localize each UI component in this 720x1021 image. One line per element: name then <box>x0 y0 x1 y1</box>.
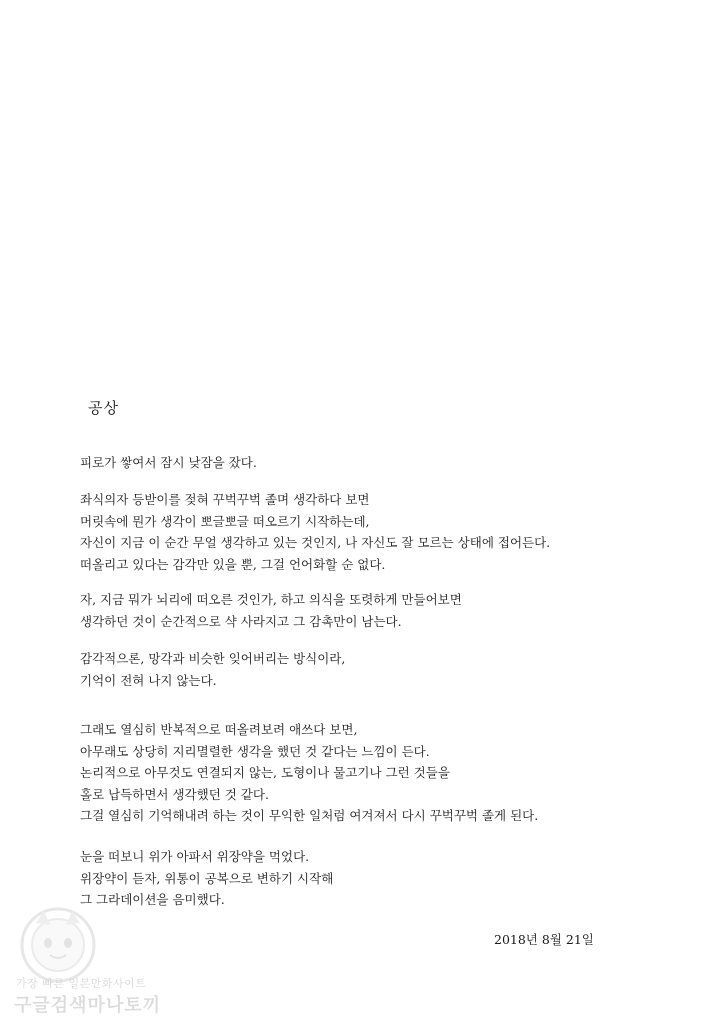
watermark-site-name: 구글검색마나토끼 <box>14 995 162 1016</box>
text-line: 좌식의자 등받이를 젖혀 꾸벅꾸벅 졸며 생각하다 보면 <box>80 492 370 507</box>
site-watermark <box>6 905 174 1015</box>
page-title: 공상 <box>88 399 119 417</box>
text-line: 그 그라데이션을 음미했다. <box>80 892 225 907</box>
text-line: 그래도 열심히 반복적으로 떠올려보려 애쓰다 보면, <box>80 722 358 737</box>
paragraph-1 <box>80 452 257 474</box>
text-line: 위장약이 듣자, 위통이 공복으로 변하기 시작해 <box>80 870 334 886</box>
text-line: 논리적으로 아무것도 연결되지 않는, 도형이나 물고기나 그런 것들을 <box>80 765 450 780</box>
text-line: 기억이 전혀 나지 않는다. <box>80 672 217 688</box>
text-line: 그걸 열심히 기억해내려 하는 것이 무익한 일처럼 여겨져서 다시 꾸벅꾸벅 졸게 된다. <box>80 808 539 823</box>
text-line: 자, 지금 뭐가 뇌리에 떠오른 것인가, 하고 의식을 또렷하게 만들어보면 <box>80 592 462 607</box>
paragraph-5 <box>80 719 538 827</box>
text-line: 눈을 떠보니 위가 아파서 위장약을 먹었다. <box>80 849 310 864</box>
text-line: 떠올리고 있다는 감각만 있을 뿐, 그걸 언어화할 순 없다. <box>80 556 386 572</box>
paragraph-4 <box>80 648 345 691</box>
text-line: 감각적으론, 망각과 비슷한 잊어버리는 방식이라, <box>80 651 346 666</box>
paragraph-3 <box>80 589 462 632</box>
paragraph-6 <box>80 846 333 911</box>
text-line: 자신이 지금 이 순간 무얼 생각하고 있는 것인지, 나 자신도 잘 모르는 상태에 접어든다. <box>80 535 551 550</box>
text-line: 피로가 쌓여서 잠시 낮잠을 잤다. <box>80 455 257 470</box>
text-line: 아무래도 상당히 지리멸렬한 생각을 했던 것 같다는 느낌이 든다. <box>80 743 430 759</box>
text-line: 홀로 납득하면서 생각했던 것 같다. <box>80 786 269 802</box>
document-date: 2018년 8월 21일 <box>494 932 594 947</box>
watermark-tagline: 가장 빠른 일본만화사이트 <box>16 977 147 990</box>
text-line: 생각하던 것이 순간적으로 샥 사라지고 그 감촉만이 남는다. <box>80 613 402 629</box>
paragraph-2 <box>80 489 550 575</box>
text-line: 머릿속에 뭔가 생각이 뽀글뽀글 떠오르기 시작하는데, <box>80 513 370 529</box>
